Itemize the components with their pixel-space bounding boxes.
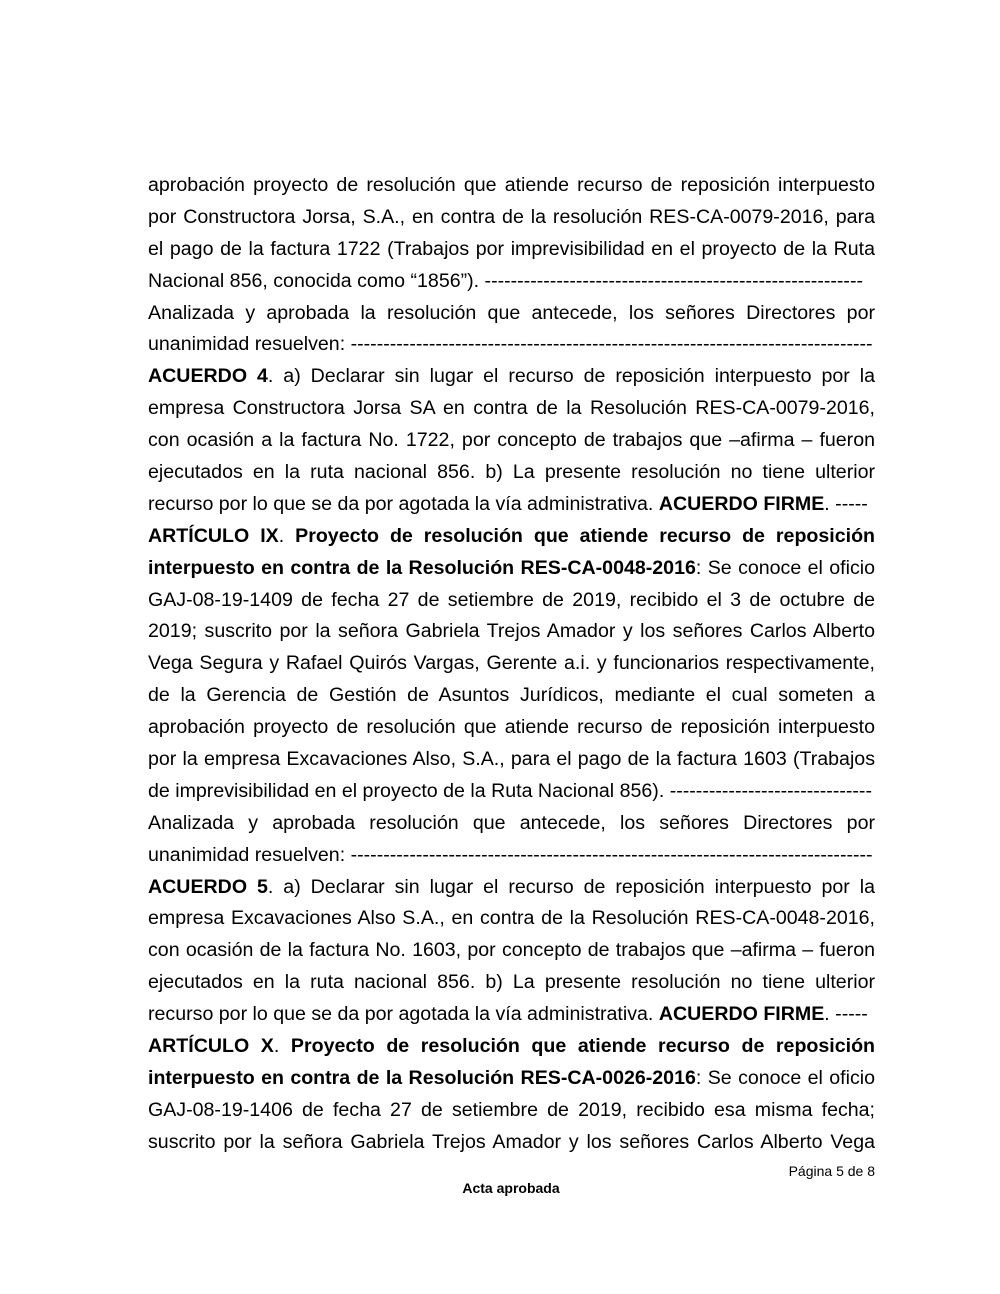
bold-text: Proyecto de resolución que atiende recurso de reposición [290,1035,875,1058]
text-line [148,648,875,680]
text-segment: Vega Segura y Rafael Quirós Vargas, Gerente a.i. y funcionarios respectivamente, [148,652,875,675]
text-line [148,808,875,840]
text-segment: ejecutados en la ruta nacional 856. b) La presente resolución no tiene ulterior [148,971,875,994]
text-segment: con ocasión a la factura No. 1722, por concepto de trabajos que –afirma – fueron [148,429,875,452]
text-line [148,202,875,234]
text-line [148,553,875,585]
bold-text: ARTÍCULO X [148,1035,274,1058]
text-line [148,457,875,489]
bold-text: ACUERDO FIRME [658,1003,825,1026]
text-line [148,489,875,521]
text-segment: con ocasión de la factura No. 1603, por concepto de trabajos que –afirma – fueron [148,939,875,962]
text-segment: . ----- [824,492,868,515]
text-segment: Analizada y aprobada la resolución que antecede, los señores Directores por [148,301,875,324]
text-segment: recurso por lo que se da por agotada la vía administrativa. [148,492,659,515]
text-line [148,935,875,967]
text-line [148,521,875,553]
text-line [148,361,875,393]
page-number: Página 5 de 8 [788,1163,875,1179]
text-line [148,744,875,776]
text-segment: de la Gerencia de Gestión de Asuntos Jurídicos, mediante el cual someten a [148,684,875,707]
text-segment: : Se conoce el oficio [695,556,875,579]
text-segment: Analizada y aprobada resolución que antecede, los señores Directores por [148,811,875,834]
text-line [148,999,875,1031]
text-segment: por Constructora Jorsa, S.A., en contra de la resolución RES-CA-0079-2016, para [148,205,875,228]
text-segment: empresa Excavaciones Also S.A., en contra de la Resolución RES-CA-0048-2016, [148,907,875,930]
text-segment: . a) Declarar sin lugar el recurso de reposición interpuesto por la [267,365,875,388]
text-segment: aprobación proyecto de resolución que atiende recurso de reposición interpuesto [148,174,875,196]
text-segment: el pago de la factura 1722 (Trabajos por imprevisibilidad en el proyecto de la Ruta [148,237,875,260]
text-line [148,967,875,999]
text-line [148,393,875,425]
text-segment: de imprevisibilidad en el proyecto de la Ruta Nacional 856). ------------------------------- [148,779,872,802]
bold-text: ACUERDO FIRME [658,492,825,515]
text-segment: Nacional 856, conocida como “1856”). ---------------------------------------------------------- [148,269,863,292]
body-text [148,170,875,1159]
bold-text: Proyecto de resolución que atiende recurso de reposición [295,524,875,547]
text-segment: por la empresa Excavaciones Also, S.A., para el pago de la factura 1603 (Trabajos [148,748,875,771]
text-segment: recurso por lo que se da por agotada la vía administrativa. [148,1003,659,1026]
bold-text: ACUERDO 5 [148,875,268,898]
text-line [148,903,875,935]
text-line [148,298,875,330]
text-segment: aprobación proyecto de resolución que atiende recurso de reposición interpuesto [148,716,875,739]
text-line [148,680,875,712]
text-segment: . [278,524,296,547]
bold-text: ACUERDO 4 [148,365,268,388]
text-segment: GAJ-08-19-1409 de fecha 27 de setiembre de 2019, recibido el 3 de octubre de [148,588,875,611]
text-segment: unanimidad resuelven: -------------------------------------------------------------------------------- [148,333,873,356]
bold-text: interpuesto en contra de la Resolución RES-CA-0026-2016 [148,1066,696,1089]
text-segment: ejecutados en la ruta nacional 856. b) La presente resolución no tiene ulterior [148,461,875,484]
text-line [148,329,875,361]
text-segment: empresa Constructora Jorsa SA en contra de la Resolución RES-CA-0079-2016, [148,397,875,420]
text-line [148,1127,875,1159]
text-line [148,872,875,904]
text-line [148,585,875,617]
text-line [148,776,875,808]
text-line [148,1095,875,1127]
text-line [148,170,875,202]
text-segment: suscrito por la señora Gabriela Trejos Amador y los señores Carlos Alberto Vega [148,1130,875,1153]
text-segment: . [273,1035,291,1058]
text-segment: . a) Declarar sin lugar el recurso de reposición interpuesto por la [267,875,875,898]
text-segment: GAJ-08-19-1406 de fecha 27 de setiembre de 2019, recibido esa misma fecha; [148,1098,875,1121]
text-segment: unanimidad resuelven: -------------------------------------------------------------------------------- [148,843,873,866]
text-line [148,425,875,457]
text-segment: 2019; suscrito por la señora Gabriela Trejos Amador y los señores Carlos Alberto [148,620,875,643]
text-line [148,616,875,648]
text-line [148,840,875,872]
bold-text: ARTÍCULO IX [148,524,279,547]
text-segment: . ----- [824,1003,868,1026]
text-line [148,234,875,266]
text-line [148,1031,875,1063]
footer-label: Acta aprobada [462,1180,560,1196]
bold-text: interpuesto en contra de la Resolución RES-CA-0048-2016 [148,556,696,579]
text-line [148,266,875,298]
text-segment: : Se conoce el oficio [695,1066,875,1089]
text-line [148,1063,875,1095]
text-line [148,712,875,744]
